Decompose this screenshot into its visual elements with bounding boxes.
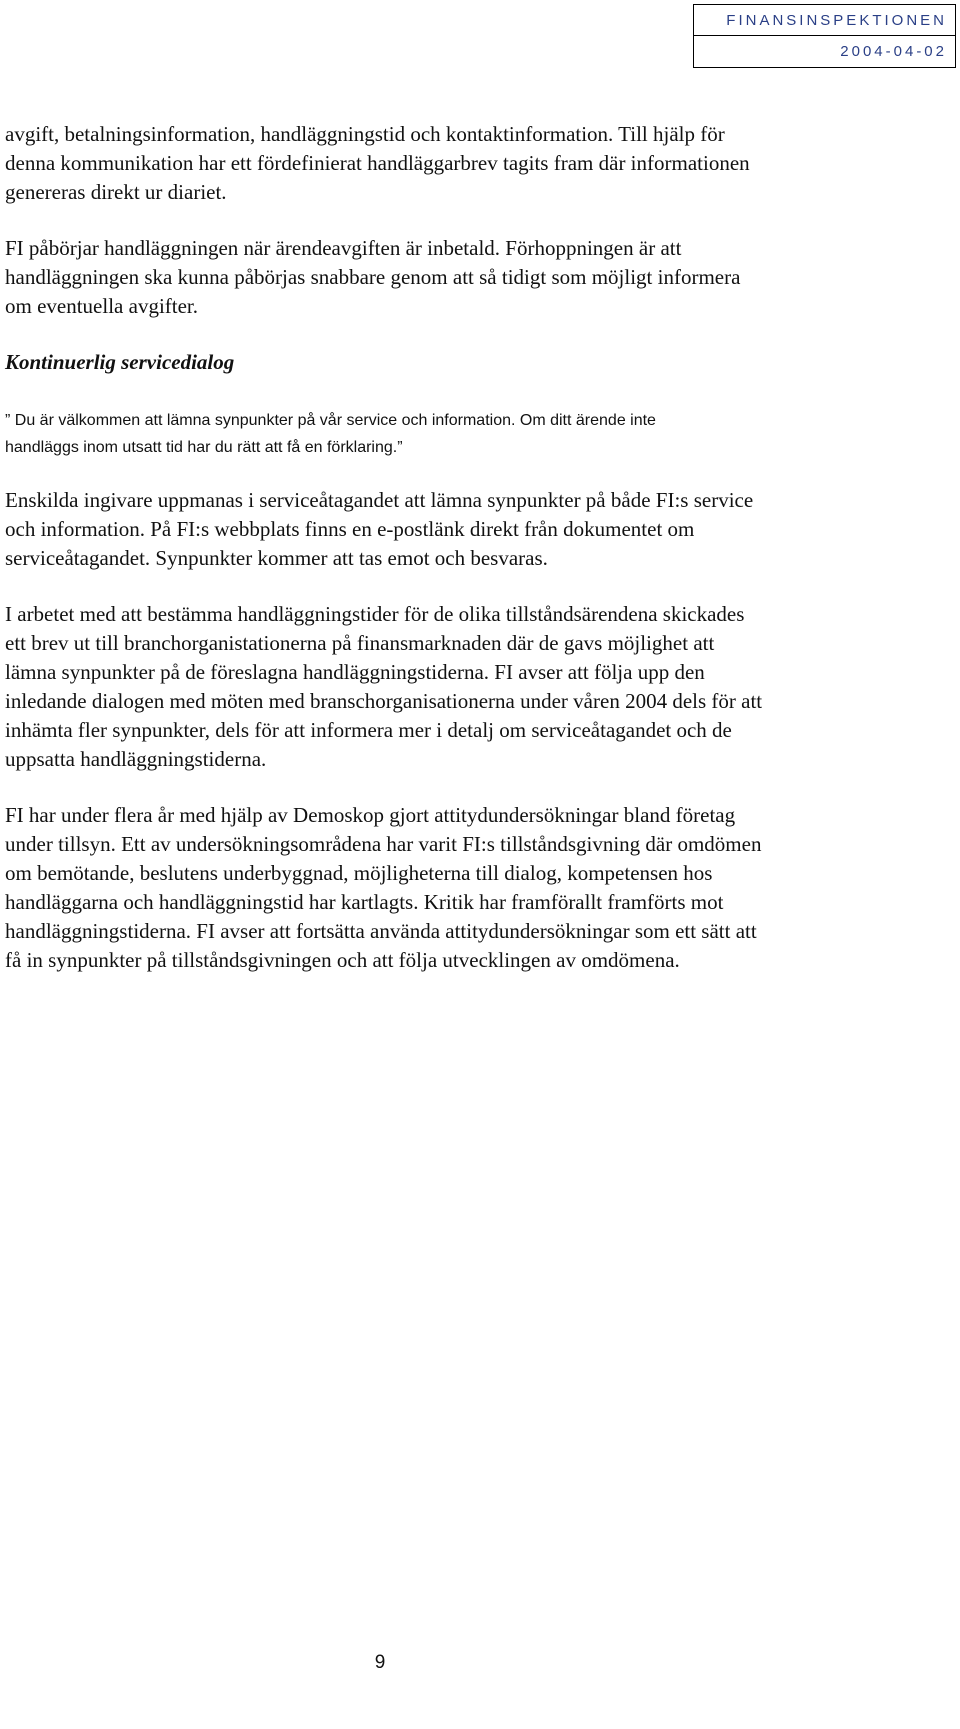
service-quote: ” Du är välkommen att lämna synpunkter på vår service och information. Om ditt ärende inte handläggs inom utsatt tid har du rätt att få en förklaring.” xyxy=(5,412,656,456)
paragraph-1: avgift, betalningsinformation, handläggningstid och kontaktinformation. Till hjälp för denna kommunikation har ett fördefinierat handläggarbrev tagits fram där informationen genereras direkt ur diariet. xyxy=(5,122,750,204)
paragraph-4: I arbetet med att bestämma handläggningstider för de olika tillståndsärendena skickades ett brev ut till branchorganistationerna på finansmarknaden där de gavs möjlighet att lämna synpunkter på de föreslagna handläggningstiderna. FI avser att följa upp den inledande dialogen med möten med branschorganisationerna under våren 2004 dels för att inhämta fler synpunkter, dels för att informera mer i detalj om serviceåtagandet och de uppsatta handläggningstiderna. xyxy=(5,602,763,771)
document-date: 2004-04-02 xyxy=(840,43,947,60)
paragraph-3: Enskilda ingivare uppmanas i serviceåtagandet att lämna synpunkter på både FI:s service och information. På FI:s webbplats finns en e-postlänk direkt från dokumentet om serviceåtagandet. Synpunkter kommer att tas emot och besvaras. xyxy=(5,488,754,570)
page-number: 9 xyxy=(374,1652,386,1673)
document-body xyxy=(5,120,765,1002)
document-header xyxy=(693,4,956,68)
organization-name: FINANSINSPEKTIONEN xyxy=(694,5,955,36)
section-heading: Kontinuerlig servicedialog xyxy=(5,350,235,374)
paragraph-5: FI har under flera år med hjälp av Demoskop gjort attitydundersökningar bland företag under tillsyn. Ett av undersökningsområdena har varit FI:s tillståndsgivning där omdömen om bemötande, beslutens underbyggnad, möjligheterna till dialog, kompetensen hos handläggarna och handläggningstid har kartlagts. Kritik har framförallt framförts mot handläggningstiderna. FI avser att fortsätta använda attitydundersökningar som ett sätt att få in synpunkter på tillståndsgivningen och att följa utvecklingen av omdömena. xyxy=(5,803,762,972)
paragraph-2: FI påbörjar handläggningen när ärendeavgiften är inbetald. Förhoppningen är att handläggningen ska kunna påbörjas snabbare genom att så tidigt som möjligt informera om eventuella avgifter. xyxy=(5,236,741,318)
